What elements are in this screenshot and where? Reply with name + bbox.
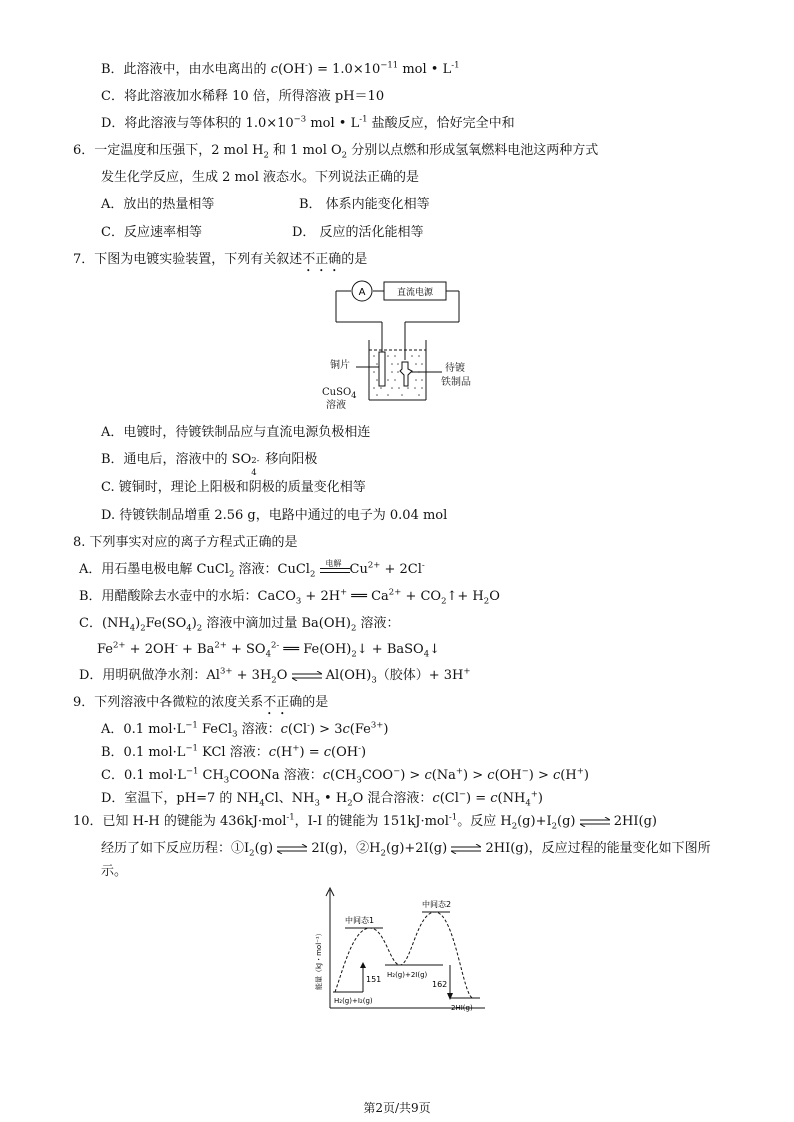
svg-text:中间态2: 中间态2: [422, 900, 452, 909]
energy-profile-diagram: [305, 880, 495, 1020]
label-solution-2: 溶液: [326, 400, 346, 411]
label-iron-2: 铁制品: [441, 377, 471, 388]
q7-stem: 7．下图为电镀实验装置，下列有关叙述不正确的是: [73, 252, 368, 267]
q8-stem: 8. 下列事实对应的离子方程式正确的是: [73, 535, 298, 550]
q10-stem-line3: 示。: [101, 864, 128, 879]
svg-text:A: A: [358, 287, 366, 298]
q10-stem-line1: 10．已知 H-H 的键能为 436kJ·mol$^{-1}$，I-I 的键能为 151kJ·mol$^{-1}$。反应 $H_2(g)+I_2(g)$ 2HI(g): [73, 812, 657, 832]
q5-option-b: B．此溶液中，由水电离出的 $c(OH^-) = 1.0\times 10^{-11}$ mol • $L^{-1}$: [101, 60, 460, 77]
label-iron-1: 待镀: [445, 363, 465, 374]
q6-option-a: A．放出的热量相等: [101, 197, 215, 212]
q6-option-d: D． 反应的活化能相等: [292, 225, 424, 240]
q9-option-d: D．室温下，pH=7 的 $NH_4Cl$、$NH_3$ • $H_2O$ 混合溶液：$c(Cl^-) = c(NH_4^+)$: [101, 789, 543, 809]
q6-option-c: C．反应速率相等: [101, 225, 202, 240]
svg-text:H₂(g)+I₂(g): H₂(g)+I₂(g): [334, 997, 373, 1005]
equilibrium-arrow-icon: [451, 844, 481, 854]
q7-option-a: A．电镀时，待镀铁制品应与直流电源负极相连: [101, 425, 371, 440]
q9-option-c: C．0.1 $mol\cdot L^{-1}$ $CH_3COONa$ 溶液：$c(CH_3COO^-) > c(Na^+) > c(OH^-) > c(H^+)$: [101, 766, 589, 786]
q9-stem: 9．下列溶液中各微粒的浓度关系不正确的是: [73, 695, 329, 710]
svg-text:151: 151: [366, 975, 382, 984]
svg-text:H₂(g)+2I(g): H₂(g)+2I(g): [387, 971, 428, 979]
iron-object: [400, 362, 412, 386]
q8-option-a: A．用石墨电极电解 CuCl$_2$ 溶液：CuCl$_2$ 电解 $Cu^{2+} + 2Cl^-$: [79, 558, 425, 580]
q9-option-b: B．0.1 $mol\cdot L^{-1}$ KCl 溶液：c(H+) = c(OH-): [101, 743, 367, 760]
equilibrium-arrow-icon: [277, 844, 307, 854]
label-copper: 铜片: [330, 360, 350, 371]
q5-option-c: C．将此溶液加水稀释 10 倍，所得溶液 pH＝10: [101, 89, 385, 104]
svg-text:2HI(g): 2HI(g): [451, 1004, 473, 1012]
equilibrium-arrow-icon: [580, 817, 610, 827]
copper-plate: [379, 352, 385, 386]
q9-option-a: A．0.1 $mol\cdot L^{-1}$ FeCl$_3$ 溶液：$c(Cl^-) > 3c(Fe^{3+})$: [101, 720, 389, 740]
label-solution-1: CuSO$_4$: [322, 387, 357, 401]
emphasis-text: 不正确: [302, 252, 342, 267]
q6-option-b: B． 体系内能变化相等: [299, 197, 430, 212]
equilibrium-arrow-icon: [292, 671, 322, 681]
page-footer: 第2页/共9页: [363, 1101, 431, 1115]
q8-option-c: C．$(NH_4)_2Fe(SO_4)_2$ 溶液中滴加过量 $Ba(OH)_2$ 溶液：: [79, 616, 400, 634]
svg-text:中间态1: 中间态1: [345, 916, 375, 925]
q7-option-b: B．通电后，溶液中的 SO 4 2- 移向阳极: [101, 452, 318, 478]
q6-stem-line2: 发生化学反应，生成 2 mol 液态水。下列说法正确的是: [101, 170, 419, 185]
electrolysis-arrow: 电解: [320, 564, 350, 576]
svg-text:162: 162: [432, 980, 448, 989]
emphasis-text: 不正: [263, 695, 290, 710]
q8-option-b: B．用醋酸除去水壶中的水垢：CaCO$_3$ + 2H+ ══ $Ca^{2+}$ + $CO_2↑+ H_2O$: [79, 587, 500, 607]
q7-option-c: C. 镀铜时，理论上阳极和阴极的质量变化相等: [101, 480, 366, 495]
svg-text:直流电源: 直流电源: [396, 288, 434, 298]
q8-option-d: D．用明矾做净水剂：$Al^{3+} + 3H_2O$ $Al(OH)_3$（胶体）+ 3H+: [79, 666, 471, 686]
q10-stem-line2: 经历了如下反应历程：$①I_2(g)$ 2I(g)，$②H_2(g)+2I(g)$ 2HI(g)，反应过程的能量变化如下图所: [101, 841, 711, 859]
q7-option-d: D. 待镀铁制品增重 2.56 g，电路中通过的电子为 0.04 mol: [101, 508, 448, 523]
q5-option-d: D．将此溶液与等体积的 $1.0\times 10^{-3}$ mol • $L^{-1}$ 盐酸反应，恰好完全中和: [101, 114, 515, 131]
svg-text:能量（kJ・mol⁻¹）: 能量（kJ・mol⁻¹）: [315, 929, 323, 990]
q6-stem-line1: 6．一定温度和压强下，2 mol $H_2$ 和 1 mol $O_2$ 分别以点燃和形成氢氧燃料电池这两种方式: [73, 143, 599, 161]
q8-option-c-equation: $Fe^{2+} + 2OH^- + Ba^{2+} + SO_4^{2-}$ ══ $Fe(OH)_2↓$ + BaSO$_4$↓: [97, 640, 441, 660]
